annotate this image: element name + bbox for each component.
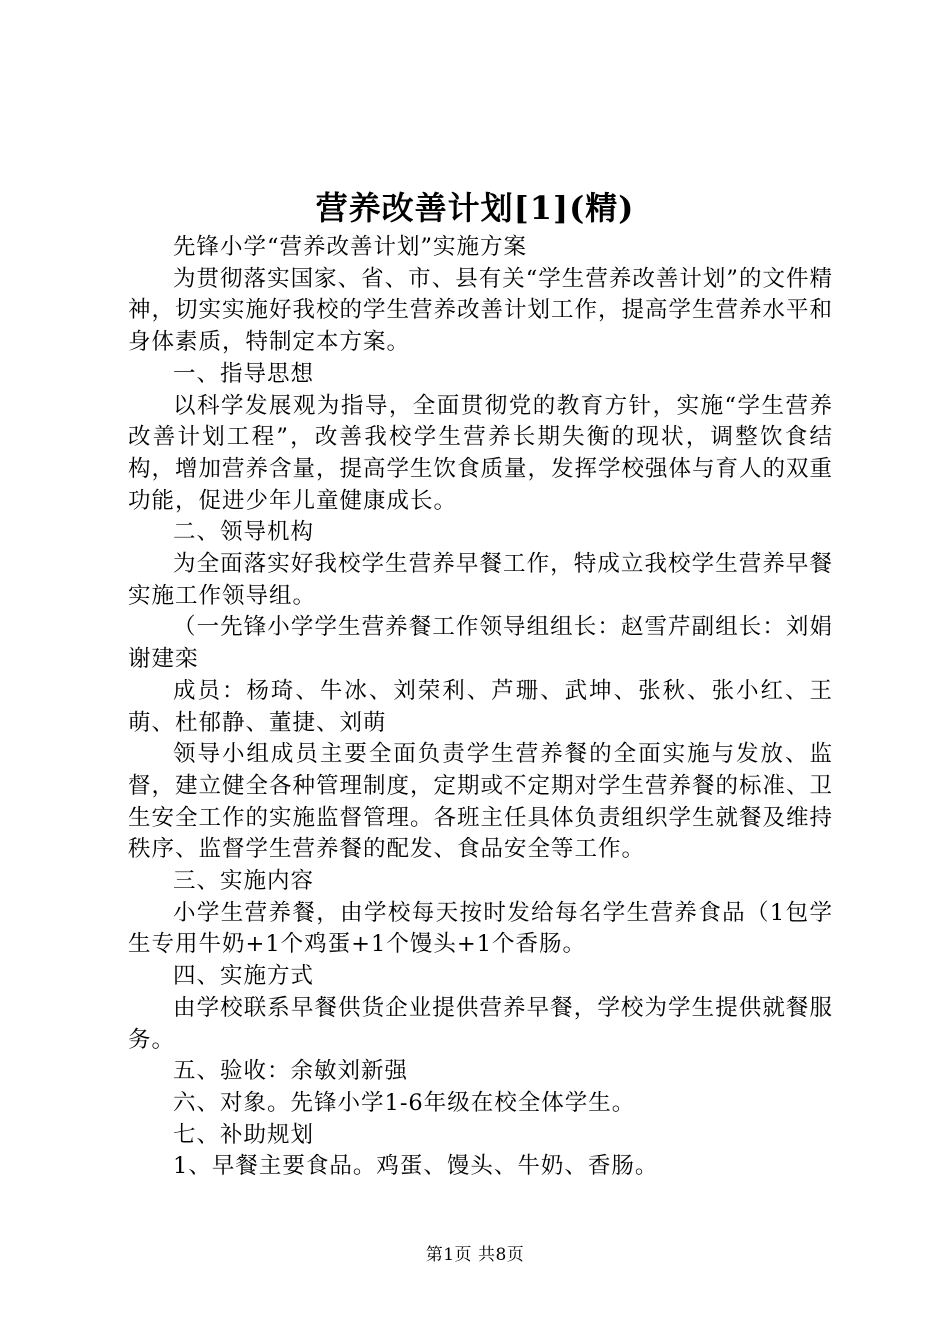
- page-footer: 第1页 共8页: [425, 1245, 525, 1265]
- document-title: 营养改善计划[1](精): [315, 189, 635, 227]
- guiding-ideology-paragraph: 以科学发展观为指导，全面贯彻党的教育方针，实施“学生营养改善计划工程”，改善我校学生营养长期失衡的现状，调整饮食结构，增加营养含量，提高学生饮食质量，发挥学校强体与育人的双重功能，促进少年儿童健康成长。: [128, 392, 834, 514]
- leadership-paragraph: 为全面落实好我校学生营养早餐工作，特成立我校学生营养早餐实施工作领导组。: [128, 551, 833, 609]
- section-heading-acceptance: 五、验收：余敏刘新强: [173, 1058, 409, 1085]
- subsidy-item-1: 1、早餐主要食品。鸡蛋、馒头、牛奶、香肠。: [173, 1153, 659, 1180]
- leadership-group-paragraph: （一先锋小学学生营养餐工作领导组组长：赵雪芹副组长：刘娟谢建栾: [128, 614, 833, 673]
- section-heading-method: 四、实施方式: [173, 963, 315, 990]
- plan-heading: 先锋小学“营养改善计划”实施方案: [173, 234, 528, 260]
- section-heading-leadership: 二、领导机构: [173, 519, 315, 546]
- members-paragraph: 成员：杨琦、牛冰、刘荣利、芦珊、武坤、张秋、张小红、王萌、杜郁静、董捷、刘萌: [128, 677, 833, 736]
- intro-paragraph: 为贯彻落实国家、省、市、县有关“学生营养改善计划”的文件精神，切实实施好我校的学生营养改善计划工作，提高学生营养水平和身体素质，特制定本方案。: [128, 265, 834, 356]
- responsibilities-paragraph: 领导小组成员主要全面负责学生营养餐的全面实施与发放、监督，建立健全各种管理制度，定期或不定期对学生营养餐的标准、卫生安全工作的实施监督管理。各班主任具体负责组织学生就餐及维持秩序、监督学生营养餐的配发、食品安全等工作。: [128, 741, 834, 863]
- content-paragraph: 小学生营养餐，由学校每天按时发给每名学生营养食品（1包学生专用牛奶+1个鸡蛋+1个馒头+1个香肠。: [128, 899, 833, 958]
- section-heading-subsidy: 七、补助规划: [173, 1121, 315, 1148]
- section-heading-guiding-ideology: 一、指导思想: [173, 360, 315, 387]
- section-heading-target: 六、对象。先锋小学1-6年级在校全体学生。: [173, 1089, 636, 1116]
- document-body: [128, 232, 833, 1183]
- section-heading-content: 三、实施内容: [173, 868, 315, 895]
- method-paragraph: 由学校联系早餐供货企业提供营养早餐，学校为学生提供就餐服务。: [128, 994, 833, 1053]
